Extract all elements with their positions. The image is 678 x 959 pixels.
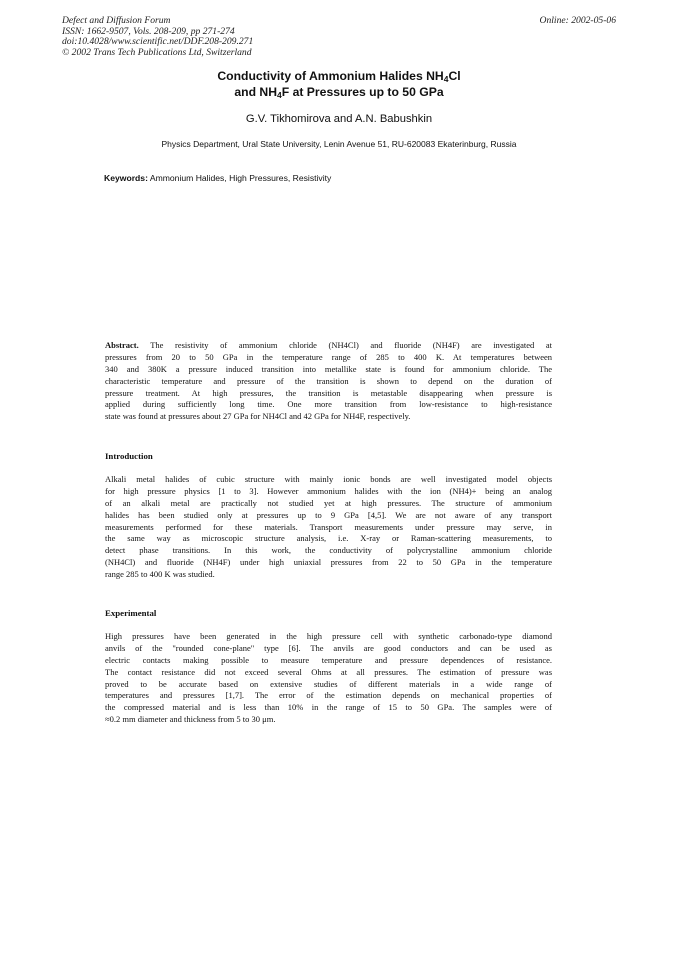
paragraph-line: Alkali metal halides of cubic structure with mainly ionic bonds are well investigated model objects xyxy=(105,474,552,484)
experimental-body xyxy=(105,631,552,726)
title-line-2: and $NH_4F$ at Pressures up to 50 GPa xyxy=(234,85,444,100)
keywords xyxy=(104,173,331,183)
abstract-line: characteristic temperature and pressure of the transition is shown to depend on the duration of xyxy=(105,375,552,386)
paragraph-line: electric contacts making possible to measure temperature and pressure dependences of resistance. xyxy=(105,654,552,665)
issn-line: ISSN: 1662-9507, Vols. 208-209, pp 271-274 xyxy=(62,25,235,37)
paragraph-line: the compressed material and is less than 10% in the range of 15 to 50 GPa. The samples were of xyxy=(105,702,552,713)
paragraph-line: halides has been studied only at pressures up to 9 GPa [4,5]. We are not aware of any transport xyxy=(105,509,552,520)
paragraph-line: temperatures and pressures [1,7]. The error of the estimation depends on mechanical properties of xyxy=(105,690,552,701)
abstract-line: 340 and 380K a pressure induced transition into metallike state is found for ammonium chloride. The xyxy=(105,363,552,374)
abstract-line: pressures from 20 to 50 GPa in the temperature range of 285 to 400 K. At temperatures between xyxy=(105,351,552,362)
paragraph-line: (NH4Cl) and fluoride (NH4F) under high uniaxial pressures from 22 to 50 GPa in the temperature xyxy=(105,557,552,568)
authors: G.V. Tikhomirova and A.N. Babushkin xyxy=(245,113,433,125)
title-line-1: Conductivity of Ammonium Halides $NH_4Cl$ xyxy=(217,69,461,84)
introduction-body xyxy=(105,474,552,581)
paragraph-line: High pressures have been generated in the high pressure cell with synthetic carbonado-type diamond xyxy=(105,631,552,641)
keywords-label: Keywords: xyxy=(104,173,148,183)
experimental-heading: Experimental xyxy=(105,608,157,618)
abstract-line: state was found at pressures about 27 GPa for NH4Cl and 42 GPa for NH4F, respectively. xyxy=(105,411,411,422)
copyright-line: © 2002 Trans Tech Publications Ltd, Switzerland xyxy=(62,46,252,58)
introduction-heading: Introduction xyxy=(105,451,153,461)
affiliation: Physics Department, Ural State University, Lenin Avenue 51, RU-620083 Ekaterinburg, Russia xyxy=(161,139,517,149)
journal-name: Defect and Diffusion Forum xyxy=(62,15,171,26)
online-date: Online: 2002-05-06 xyxy=(539,15,616,26)
paragraph-line: anvils of the "rounded cone-plane" type [6]. The anvils are good conductors and can be used as xyxy=(105,642,552,653)
paragraph-line: The contact resistance did not exceed several Ohms at all pressures. The estimation of pressure was xyxy=(105,666,552,677)
paragraph-line: the same way as microscopic structure analysis, i.e. X-ray or Raman-scattering measurements, to xyxy=(105,533,552,544)
paper-title xyxy=(0,68,678,100)
paragraph-line: detect phase transitions. In this work, the conductivity of polycrystalline ammonium chloride xyxy=(105,545,552,556)
paragraph-line: proved to be accurate based on extensive studies of different materials in a wide range of xyxy=(105,678,552,689)
paragraph-line: of an alkali metal are practically not studied yet at high pressures. The structure of ammonium xyxy=(105,497,552,508)
abstract-line: pressure treatment. At high pressures, the transition is metastable disappearing when pressure is xyxy=(105,387,552,398)
abstract-line: applied during sufficiently long time. One more transition from low-resistance to high-resistance xyxy=(105,399,552,410)
paragraph-line: ≈0.2 mm diameter and thickness from 5 to 30 μm. xyxy=(105,714,276,725)
abstract-label: Abstract. xyxy=(105,340,139,350)
paragraph-line: range 285 to 400 K was studied. xyxy=(105,569,215,580)
keywords-text: Ammonium Halides, High Pressures, Resistivity xyxy=(147,173,332,183)
doi-line: doi:10.4028/www.scientific.net/DDF.208-209.271 xyxy=(62,36,254,48)
paragraph-line: for high pressure physics [1 to 3]. However ammonium halides with the ion (NH4)+ being an analog xyxy=(105,485,552,496)
abstract-line: Abstract. The resistivity of ammonium chloride (NH4Cl) and fluoride (NH4F) are investigated at xyxy=(105,340,552,350)
paragraph-line: measurements performed for these materials. Transport measurements under pressure may serve, in xyxy=(105,521,552,532)
journal-header xyxy=(62,16,253,58)
abstract xyxy=(105,340,552,423)
